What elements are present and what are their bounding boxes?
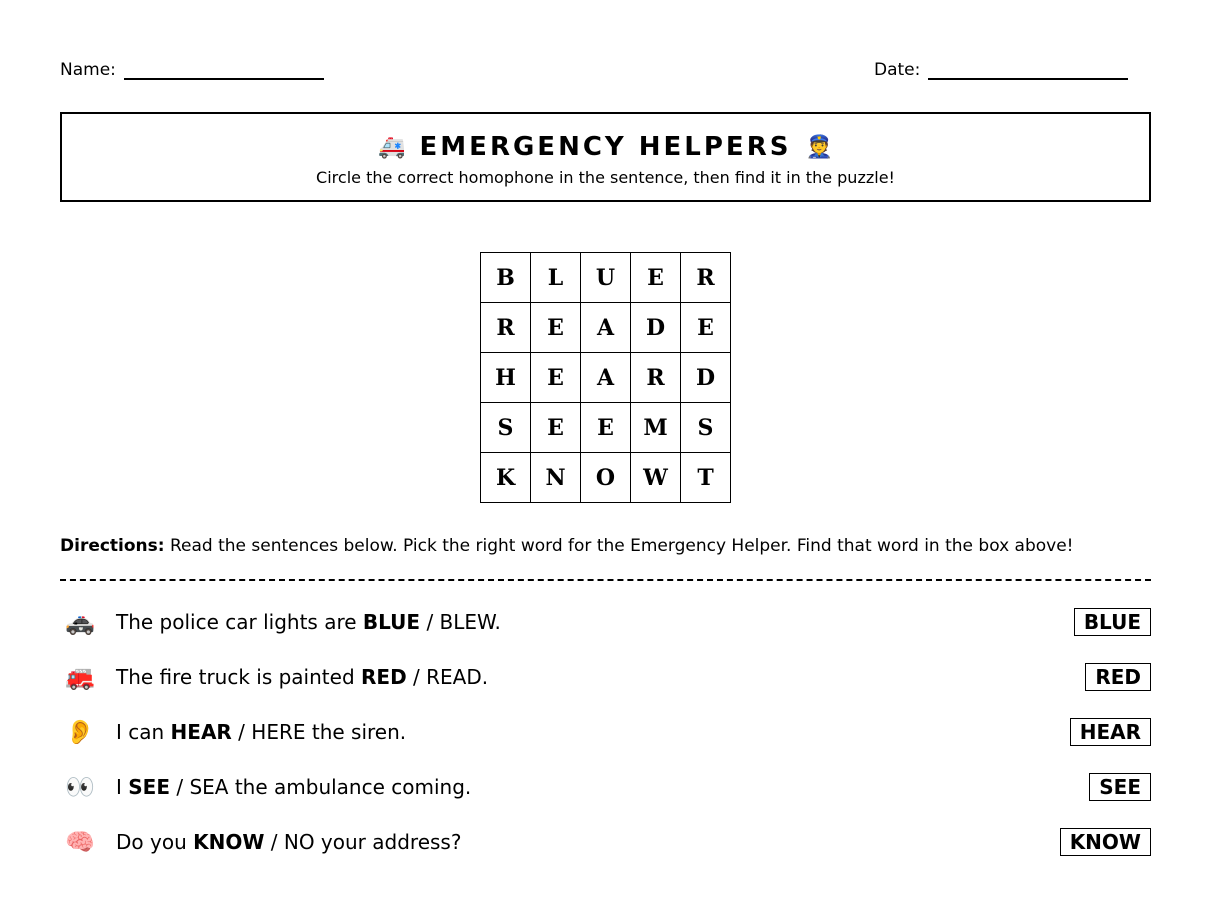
grid-cell[interactable]: D (681, 353, 731, 403)
sentence-row (60, 661, 1151, 693)
grid-cell[interactable]: W (631, 453, 681, 503)
answer-box: SEE (1089, 773, 1151, 801)
grid-cell[interactable]: E (631, 253, 681, 303)
grid-cell[interactable]: S (481, 403, 531, 453)
police-officer-icon: 👮 (805, 134, 833, 160)
correct-word[interactable]: KNOW (193, 830, 265, 854)
sentence-row (60, 771, 1151, 803)
grid-cell[interactable]: S (681, 403, 731, 453)
sentence-text: The fire truck is painted RED / READ. (116, 665, 489, 689)
grid-cell[interactable]: K (481, 453, 531, 503)
title-box (60, 112, 1151, 202)
alternate-word[interactable]: READ (426, 665, 482, 689)
answer-box: RED (1085, 663, 1151, 691)
grid-cell[interactable]: D (631, 303, 681, 353)
grid-cell[interactable]: L (531, 253, 581, 303)
sentence-row (60, 606, 1151, 638)
page-title (62, 132, 1149, 162)
grid-cell[interactable]: T (681, 453, 731, 503)
sentence-row (60, 826, 1151, 858)
date-label: Date: (874, 60, 921, 80)
eyes-icon: 👀 (65, 773, 95, 801)
sentence-text: Do you KNOW / NO your address? (116, 830, 462, 854)
grid-cell[interactable]: R (481, 303, 531, 353)
fire-truck-icon: 🚒 (65, 663, 95, 691)
directions (60, 536, 1074, 556)
grid-row (481, 303, 731, 353)
date-line[interactable] (928, 62, 1128, 80)
grid-cell[interactable]: E (681, 303, 731, 353)
grid-row (481, 353, 731, 403)
title-text: EMERGENCY HELPERS (419, 132, 792, 162)
grid-cell[interactable]: M (631, 403, 681, 453)
dashed-divider (60, 579, 1151, 581)
sentence-text: I can HEAR / HERE the siren. (116, 720, 407, 744)
police-car-icon: 🚓 (65, 608, 95, 636)
date-field (874, 60, 1128, 80)
grid-cell[interactable]: O (581, 453, 631, 503)
name-field (60, 60, 324, 80)
alternate-word[interactable]: SEA (189, 775, 229, 799)
alternate-word[interactable]: NO (283, 830, 315, 854)
grid-cell[interactable]: E (531, 303, 581, 353)
sentence-text: I SEE / SEA the ambulance coming. (116, 775, 472, 799)
sentence-row (60, 716, 1151, 748)
grid-cell[interactable]: R (681, 253, 731, 303)
ambulance-icon: 🚑 (378, 134, 406, 160)
grid-row (481, 453, 731, 503)
grid-cell[interactable]: E (581, 403, 631, 453)
grid-cell[interactable]: R (631, 353, 681, 403)
grid-cell[interactable]: H (481, 353, 531, 403)
grid-cell[interactable]: A (581, 303, 631, 353)
answer-box: HEAR (1070, 718, 1151, 746)
correct-word[interactable]: RED (361, 665, 407, 689)
answer-box: KNOW (1060, 828, 1151, 856)
directions-label: Directions: (60, 536, 165, 556)
correct-word[interactable]: SEE (128, 775, 170, 799)
sentence-text: The police car lights are BLUE / BLEW. (116, 610, 501, 634)
grid-cell[interactable]: U (581, 253, 631, 303)
directions-text: Read the sentences below. Pick the right word for the Emergency Helper. Find that word in the box above! (164, 536, 1074, 556)
subtitle: Circle the correct homophone in the sentence, then find it in the puzzle! (316, 168, 895, 187)
name-line[interactable] (124, 62, 324, 80)
name-label: Name: (60, 60, 116, 80)
grid-row (481, 403, 731, 453)
alternate-word[interactable]: HERE (251, 720, 306, 744)
ear-icon: 👂 (65, 718, 95, 746)
correct-word[interactable]: HEAR (170, 720, 232, 744)
grid-cell[interactable]: E (531, 353, 581, 403)
answer-box: BLUE (1074, 608, 1151, 636)
grid-cell[interactable]: A (581, 353, 631, 403)
grid-cell[interactable]: B (481, 253, 531, 303)
grid-cell[interactable]: E (531, 403, 581, 453)
alternate-word[interactable]: BLEW (439, 610, 495, 634)
brain-icon: 🧠 (65, 828, 95, 856)
grid-row (481, 253, 731, 303)
grid-cell[interactable]: N (531, 453, 581, 503)
word-puzzle-grid (480, 252, 731, 503)
correct-word[interactable]: BLUE (362, 610, 421, 634)
